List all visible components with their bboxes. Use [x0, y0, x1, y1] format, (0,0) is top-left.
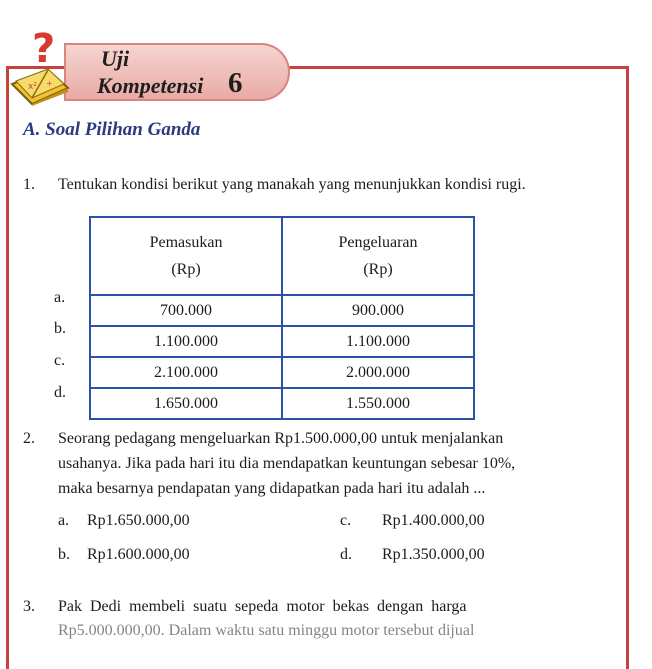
table-row [90, 295, 474, 326]
option-text: Rp1.650.000,00 [87, 512, 190, 529]
section-title: A. Soal Pilihan Ganda [23, 119, 201, 140]
table-header-cell [90, 217, 282, 295]
table-cell: 1.550.000 [282, 388, 474, 419]
table-cell: 2.100.000 [90, 357, 282, 388]
table-header-row [90, 217, 474, 295]
option-letter: b. [54, 320, 66, 337]
table-cell: 1.100.000 [90, 326, 282, 357]
badge-title-uji: Uji [101, 46, 130, 71]
option-letter: d. [54, 384, 66, 401]
option-letter: d. [340, 546, 352, 563]
table-cell: 1.100.000 [282, 326, 474, 357]
question-text-line: Seorang pedagang mengeluarkan Rp1.500.000,00 untuk menjalankan [58, 430, 504, 447]
table-cell: 900.000 [282, 295, 474, 326]
question-number: 1. [23, 176, 35, 193]
question-text-cut: Rp5.000.000,00. Dalam waktu satu minggu motor tersebut dijual [58, 622, 475, 639]
header-label: Pemasukan [149, 234, 223, 251]
table-cell: 2.000.000 [282, 357, 474, 388]
option-letter: c. [340, 512, 352, 529]
table-header-cell [282, 217, 474, 295]
svg-text:+: + [46, 79, 53, 88]
badge-number: 6 [228, 67, 243, 99]
question-text-line: usahanya. Jika pada hari itu dia mendapatkan keuntungan sebesar 10%, [58, 455, 516, 472]
option-letter: a. [58, 512, 70, 529]
income-expense-table [89, 216, 475, 420]
badge-title-kompetensi: Kompetensi [97, 73, 204, 98]
table-cell: 1.650.000 [90, 388, 282, 419]
option-text: Rp1.400.000,00 [382, 512, 485, 529]
option-letter: c. [54, 352, 66, 369]
question-book-icon [6, 26, 100, 106]
svg-text:?: ? [32, 26, 56, 72]
option-letter: a. [54, 289, 66, 306]
table-row [90, 357, 474, 388]
table-row [90, 326, 474, 357]
option-text: Rp1.350.000,00 [382, 546, 485, 563]
question-number: 3. [23, 598, 35, 615]
question-number: 2. [23, 430, 35, 447]
table-cell: 700.000 [90, 295, 282, 326]
question-text: Tentukan kondisi berikut yang manakah yang menunjukkan kondisi rugi. [58, 176, 526, 193]
header-unit: (Rp) [171, 261, 201, 278]
table-row [90, 388, 474, 419]
header-label: Pengeluaran [338, 234, 418, 251]
question-text-line: maka besarnya pendapatan yang didapatkan pada hari itu adalah ... [58, 480, 486, 497]
header-unit: (Rp) [363, 261, 393, 278]
question-text: Pak Dedi membeli suatu sepeda motor bekas dengan harga [58, 598, 467, 615]
svg-text:x²: x² [28, 82, 37, 92]
option-letter: b. [58, 546, 70, 563]
option-text: Rp1.600.000,00 [87, 546, 190, 563]
